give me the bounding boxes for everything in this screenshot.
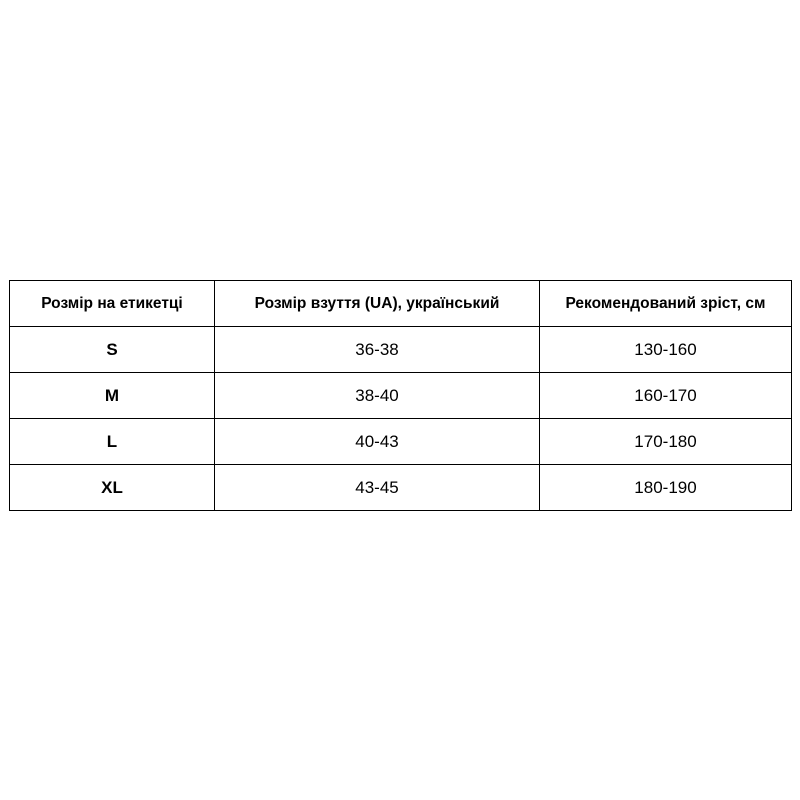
cell-shoe-size: 43-45 [215,465,540,511]
cell-height-range: 160-170 [540,373,792,419]
column-header-recommended-height: Рекомендований зріст, см [540,281,792,327]
table-row [10,373,792,419]
cell-shoe-size: 40-43 [215,419,540,465]
cell-label-size: M [10,373,215,419]
cell-label-size: L [10,419,215,465]
column-header-shoe-size: Розмір взуття (UA), український [215,281,540,327]
table-row [10,419,792,465]
cell-label-size: XL [10,465,215,511]
table-row [10,327,792,373]
cell-shoe-size: 36-38 [215,327,540,373]
cell-shoe-size: 38-40 [215,373,540,419]
cell-label-size: S [10,327,215,373]
cell-height-range: 180-190 [540,465,792,511]
table-row [10,465,792,511]
table-header-row [10,281,792,327]
column-header-label-size: Розмір на етикетці [10,281,215,327]
size-chart-table [9,280,792,511]
cell-height-range: 170-180 [540,419,792,465]
table-header [10,281,792,327]
table-body [10,327,792,511]
cell-height-range: 130-160 [540,327,792,373]
size-chart-container [9,280,791,511]
